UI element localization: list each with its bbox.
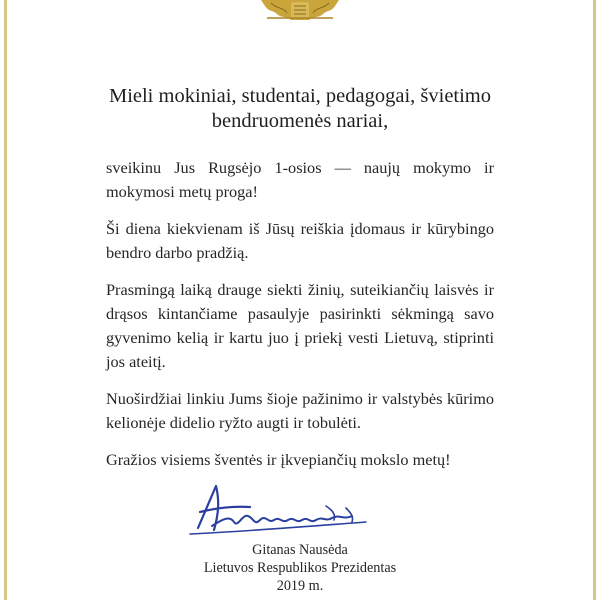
coat-of-arms-icon: [257, 0, 343, 22]
signer-name: Gitanas Nausėda: [252, 542, 348, 558]
right-gold-border: [593, 0, 596, 600]
paragraph-3: Prasmingą laiką drauge siekti žinių, suteikiančių laisvės ir drąsos kintančiame pasaulyje pasirinkti sėkmingą savo gyvenimo kelią ir kartu juo į priekį vesti Lietuvą, stiprinti jos ateitį.: [106, 280, 494, 371]
greeting-line-2: bendruomenės nariai,: [211, 110, 389, 132]
paragraph-2: Ši diena kiekvienam iš Jūsų reiškia įdomaus ir kūrybingo bendro darbo pradžią.: [106, 219, 494, 262]
paragraph-1: sveikinu Jus Rugsėjo 1-osios — naujų mokymo ir mokymosi metų proga!: [106, 158, 494, 201]
signer-title: Lietuvos Respublikos Prezidentas: [203, 560, 397, 576]
paragraph-5: Gražios visiems šventės ir įkvepiančių mokslo metų!: [106, 450, 451, 469]
letter-body: [106, 156, 494, 485]
signature-block: [200, 541, 400, 595]
letter-year: 2019 m.: [276, 578, 324, 594]
greeting: [100, 84, 500, 134]
left-gold-border: [4, 0, 7, 600]
paragraph-4: Nuoširdžiai linkiu Jums šioje pažinimo ir valstybės kūrimo kelionėje didelio ryžto augti ir tobulėti.: [106, 389, 494, 432]
greeting-line-1: Mieli mokiniai, studentai, pedagogai, švietimo: [108, 85, 492, 107]
handwritten-signature: [176, 476, 376, 542]
